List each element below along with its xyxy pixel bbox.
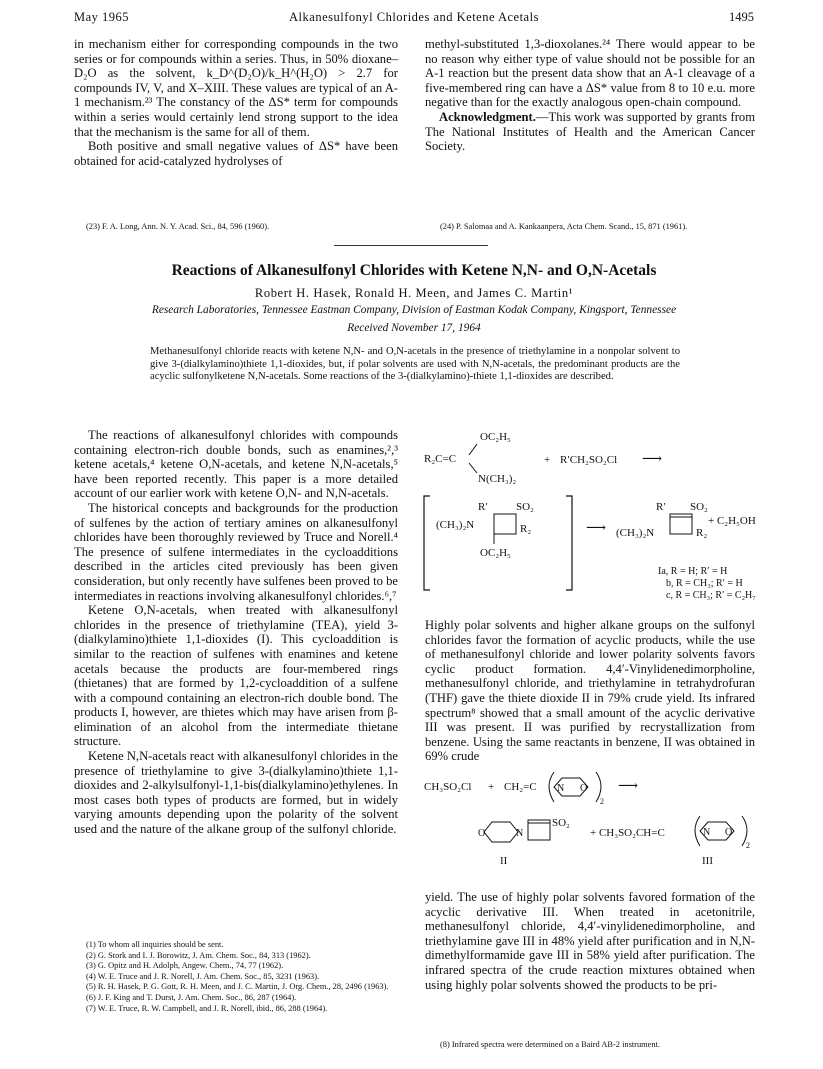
footnote-8: (8) Infrared spectra were determined on a Baird AB-2 instrument.: [440, 1040, 660, 1049]
scheme2-product-o: O: [478, 828, 486, 839]
article-left-column: [74, 428, 398, 837]
scheme2-reactant1: CH₃SO₂Cl: [424, 781, 472, 793]
scheme1-intermediate-so2: SO₂: [516, 501, 534, 513]
scheme1-arrow-1: ⟶: [642, 452, 663, 467]
prev-article-left-column: [74, 37, 398, 168]
left-paragraph-4: Ketene N,N-acetals react with alkanesulfonyl chlorides in the presence of triethylamine to give 3-(dialkylamino)thiete 1,1-dioxides and 2-alkylsulfonyl-1,1-bis(dialkylamino)ethylenes. In most cases both types of products are formed, but in widely varying amounts depending upon the polarity of the solvent used and the nature of the alkane group of the sulfonyl chloride.: [74, 749, 398, 837]
article-title: Reactions of Alkanesulfonyl Chlorides with Ketene N,N- and O,N-Acetals: [171, 262, 657, 279]
acknowledgment: [425, 110, 755, 154]
prev-right-paragraph-1: methyl-substituted 1,3-dioxolanes.²⁴ There would appear to be no reason why either type of value should not be possible for an A-1 reaction but the present data show that an A-1 cleavage of a five-membered ring can have a ΔS* value from 8 to 10 e.u. more negative than for the exactly analogous open-chain compound.: [425, 37, 755, 110]
scheme1-intermediate-amine: (CH₃)₂N: [436, 519, 475, 531]
received-date: Received November 17, 1964: [347, 322, 481, 334]
footnote-1: (1) To whom all inquiries should be sent.: [86, 940, 224, 949]
scheme2-ring-n: N: [557, 783, 565, 794]
scheme1-intermediate-r2: R₂: [520, 523, 532, 535]
scheme1-reactant1-ethoxy: OC₂H₅: [480, 431, 511, 443]
abstract: Methanesulfonyl chloride reacts with ketene N,N- and O,N-acetals in the presence of triethylamine in a nonpolar solvent to give 3-(dialkylamino)thiete 1,1-dioxides, but, if polar solvents are used with N,N-acetals, the predominant products are the acyclic sulfonylketene N,N-acetals. Some reactions of the 3-(dialkylamino)-thiete 1,1-dioxides are described.: [150, 346, 680, 383]
acknowledgment-heading: Acknowledgment.: [439, 109, 536, 124]
scheme1-label-ic: c, R = CH₃; R′ = C₂H₇: [666, 590, 756, 601]
article-separator-rule: [334, 245, 488, 246]
scheme1-product-rprime: R′: [656, 501, 666, 513]
scheme2-product3-subscript: 2: [746, 841, 750, 850]
scheme1-reactant1-dimethylamino: N(CH₃)₂: [478, 473, 517, 485]
scheme2-product-n: N: [516, 828, 524, 839]
scheme2-ring-subscript: 2: [600, 797, 604, 806]
article-affiliation: Research Laboratories, Tennessee Eastman Company, Division of Eastman Kodak Company, Kingsport, Tennessee: [151, 304, 677, 316]
scheme1-product-so2: SO₂: [690, 501, 708, 513]
scheme1-byproduct-ethanol: + C₂H₅OH: [708, 515, 756, 527]
scheme1-label-ia: Ia, R = H; R′ = H: [658, 566, 728, 577]
acknowledgment-body: —This work was supported by grants from The National Institutes of Health and the American Cancer Society.: [425, 109, 755, 154]
scheme1-reactant1-alkene: R₂C=C: [424, 453, 457, 465]
header-title: Alkanesulfonyl Chlorides and Ketene Acetals: [289, 10, 539, 24]
scheme1-product-r2: R₂: [696, 527, 708, 539]
scheme1-product-amine: (CH₃)₂N: [616, 527, 655, 539]
scheme1-intermediate-rprime: R′: [478, 501, 488, 513]
left-paragraph-3: Ketene O,N-acetals, when treated with alkanesulfonyl chlorides in the presence of triethylamine (TEA), yield 3-(dialkylamino)thiete 1,1-dioxides (I). This cycloaddition is similar to the reaction of sulfenes with enamines and ketene acetals because the products are four-membered rings (thietanes) that are formed by 1,2-cycloaddition of a sulfene with a compound containing an electron-rich double bond. The products I, however, are thietes which may have arisen from β-elimination of an alcohol from the intermediate thietane structure.: [74, 603, 398, 749]
footnote-23: (23) F. A. Long, Ann. N. Y. Acad. Sci., 84, 596 (1960).: [86, 222, 270, 231]
scheme2-reactant2: CH₂=C: [504, 781, 537, 793]
scheme2-ring-o: O: [580, 783, 588, 794]
scheme2-product3-formula: + CH₃SO₂CH=C: [590, 827, 665, 839]
scheme2-label-ii: II: [500, 855, 508, 867]
scheme1-arrow-2: ⟶: [586, 521, 607, 536]
footnote-2: (2) G. Stork and I. J. Borowitz, J. Am. Chem. Soc., 84, 313 (1962).: [86, 950, 311, 960]
article-authors: Robert H. Hasek, Ronald H. Meen, and James C. Martin¹: [254, 286, 574, 300]
left-paragraph-2: The historical concepts and backgrounds for the production of sulfenes by the action of tertiary amines on alkanesulfonyl chlorides have been thoroughly reviewed by Truce and Norell.⁴ The presence of sulfene intermediates in the cycloadditions described in the articles cited previously has been given consideration, but only recently have sulfenes been proved to be intermediates in reactions involving alkanesulfonyl chlorides.⁶,⁷: [74, 500, 398, 603]
scheme2-plus: +: [488, 781, 495, 793]
reaction-scheme-2: [420, 760, 760, 880]
header-page-number: 1495: [729, 10, 754, 24]
scheme1-label-ib: b, R = CH₃; R′ = H: [666, 578, 743, 589]
footnote-7: (7) W. E. Truce, R. W. Campbell, and J. R. Norell, ibid., 86, 288 (1964).: [86, 1003, 328, 1013]
scheme2-product-so2: SO₂: [552, 817, 570, 829]
left-paragraph-1: The reactions of alkanesulfonyl chlorides with compounds containing electron-rich double bonds, such as enamines,²,³ ketene acetals,⁴ ketene O,N-acetals, and ketene N,N-acetals,⁵ have been reported recently. This paper is a more detailed account of our earlier work with ketene O,N- and N,N-acetals.: [74, 428, 398, 501]
right-paragraph-1: Highly polar solvents and higher alkane groups on the sulfonyl chlorides favor the formation of acyclic products, while the use of methanesulfonyl chloride and lower polarity solvents favors cyclic product formation. 4,4′-Vinylidenedimorpholine, methanesulfonyl chloride, and triethylamine in tetrahydrofuran (THF) gave the thiete dioxide II in 79% crude yield. Its infrared spectrum⁸ showed that a small amount of the acyclic derivative III was present. II was purified by recrystallization from benzene. Using the same reactants in benzene, II was obtained in 69% crude: [425, 618, 755, 764]
footnote-3: (3) G. Opitz and H. Adolph, Angew. Chem., 74, 77 (1962).: [86, 961, 284, 971]
scheme2-product3-n: N: [703, 827, 711, 838]
scheme1-plus: +: [544, 454, 551, 466]
scheme1-reactant2: R′CH₂SO₂Cl: [560, 454, 618, 466]
scheme2-product3-o: O: [725, 827, 733, 838]
prev-article-right-column: [425, 37, 755, 154]
header-date: May 1965: [74, 10, 130, 24]
reaction-scheme-1: [420, 428, 760, 610]
footnote-5: (5) R. H. Hasek, P. G. Gott, R. H. Meen, and J. C. Martin, J. Org. Chem., 28, 2496 (1963).: [86, 982, 389, 992]
footnote-24: (24) P. Salomaa and A. Kankaanpera, Acta Chem. Scand., 15, 871 (1961).: [440, 222, 688, 231]
footnotes-left: [86, 940, 398, 1014]
article-right-column-part2: [425, 890, 755, 992]
footnote-6: (6) J. F. King and T. Durst, J. Am. Chem. Soc., 86, 287 (1964).: [86, 992, 297, 1002]
prev-left-paragraph-2: Both positive and small negative values of ΔS* have been obtained for acid-catalyzed hydrolyses of: [74, 139, 398, 168]
scheme1-intermediate-ethoxy: OC₂H₅: [480, 547, 511, 559]
right-paragraph-2: yield. The use of highly polar solvents favored formation of the acyclic derivative III. When treated in acetonitrile, methanesulfonyl chloride, 4,4′-vinylidenedimorpholine, and triethylamine gave III in 48% yield after purification and in N,N-dimethylformamide gave III in 58% yield after purification. The infrared spectra of the crude reaction mixtures obtained when using highly polar solvents showed the products to be pri-: [425, 890, 755, 992]
scheme2-label-iii: III: [702, 855, 713, 867]
article-right-column-part1: [425, 618, 755, 764]
footnote-4: (4) W. E. Truce and J. R. Norell, J. Am. Chem. Soc., 85, 3231 (1963).: [86, 971, 320, 981]
prev-left-paragraph-1: in mechanism either for corresponding compounds in the two series or for compounds within a series. Thus, in 50% dioxane–D₂O as the solvent, k_D^(D₂O)/k_H^(H₂O) > 2.7 for compounds IV, V, and X–XIII. These values are typical of an A-1 mechanism.²³ The constancy of the ΔS* term for compounds within a series would certainly lend strong support to the idea that the mechanism is the same for all of them.: [74, 37, 398, 139]
scheme2-arrow: ⟶: [618, 779, 639, 794]
